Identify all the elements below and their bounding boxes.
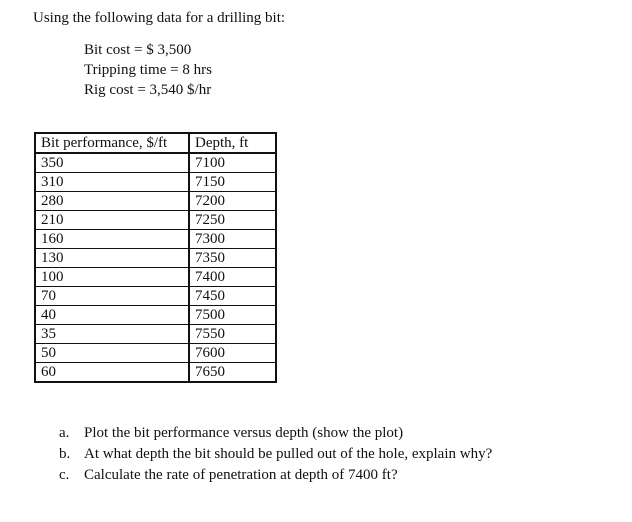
given-tripping-time: Tripping time = 8 hrs	[84, 62, 212, 78]
intro-text: Using the following data for a drilling bit:	[33, 10, 286, 26]
cell-depth: 7150	[189, 173, 276, 192]
question-marker: c.	[59, 467, 70, 483]
cell-depth: 7100	[189, 153, 276, 173]
cell-bit-performance: 70	[35, 287, 189, 306]
cell-depth: 7250	[189, 211, 276, 230]
cell-bit-performance: 280	[35, 192, 189, 211]
table-row	[35, 325, 276, 344]
question-marker: b.	[59, 446, 71, 462]
cell-bit-performance: 130	[35, 249, 189, 268]
table-row	[35, 363, 276, 383]
cell-bit-performance: 310	[35, 173, 189, 192]
table-header-row	[35, 133, 276, 153]
table-row	[35, 211, 276, 230]
cell-bit-performance: 40	[35, 306, 189, 325]
table-row	[35, 192, 276, 211]
cell-bit-performance: 350	[35, 153, 189, 173]
cell-bit-performance: 60	[35, 363, 189, 383]
question-marker: a.	[59, 425, 70, 441]
cell-depth: 7450	[189, 287, 276, 306]
question-text: Calculate the rate of penetration at depth of 7400 ft?	[84, 467, 398, 483]
question-text: At what depth the bit should be pulled out of the hole, explain why?	[84, 446, 493, 462]
header-bit-performance: Bit performance, $/ft	[35, 133, 189, 153]
cell-bit-performance: 35	[35, 325, 189, 344]
given-data-list	[84, 41, 212, 101]
cell-depth: 7600	[189, 344, 276, 363]
question-a	[59, 424, 492, 445]
table-row	[35, 306, 276, 325]
table-row	[35, 268, 276, 287]
question-text: Plot the bit performance versus depth (show the plot)	[84, 425, 404, 441]
cell-depth: 7350	[189, 249, 276, 268]
question-c	[59, 466, 492, 487]
table-row	[35, 153, 276, 173]
cell-bit-performance: 160	[35, 230, 189, 249]
given-bit-cost: Bit cost = $ 3,500	[84, 42, 192, 58]
cell-depth: 7300	[189, 230, 276, 249]
bit-performance-table	[34, 132, 277, 383]
table-row	[35, 230, 276, 249]
cell-bit-performance: 100	[35, 268, 189, 287]
question-list	[59, 424, 492, 487]
cell-bit-performance: 50	[35, 344, 189, 363]
cell-depth: 7200	[189, 192, 276, 211]
table-row	[35, 173, 276, 192]
cell-depth: 7650	[189, 363, 276, 383]
header-depth: Depth, ft	[189, 133, 276, 153]
question-b	[59, 445, 492, 466]
table-row	[35, 287, 276, 306]
cell-depth: 7500	[189, 306, 276, 325]
cell-depth: 7550	[189, 325, 276, 344]
given-rig-cost: Rig cost = 3,540 $/hr	[84, 82, 212, 98]
cell-bit-performance: 210	[35, 211, 189, 230]
cell-depth: 7400	[189, 268, 276, 287]
table-row	[35, 249, 276, 268]
table-row	[35, 344, 276, 363]
